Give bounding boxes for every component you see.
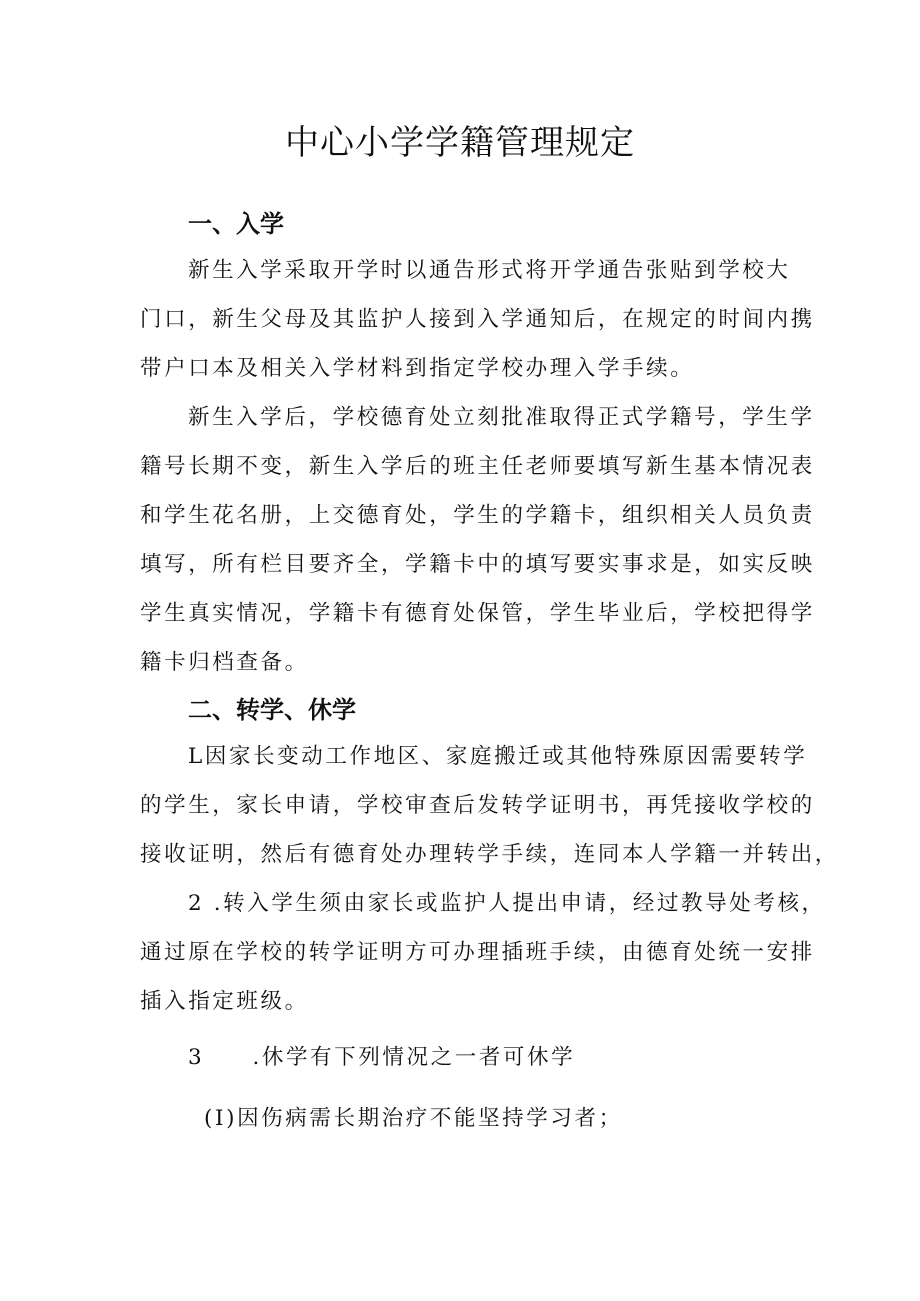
paragraph-line: 新生入学后，学校德育处立刻批准取得正式学籍号，学生学 — [188, 405, 815, 430]
paragraph-line: 接收证明，然后有德育处办理转学手续，连同本人学籍一并转出， — [140, 842, 839, 867]
paragraph-line: 籍号长期不变，新生入学后的班主任老师要填写新生基本情况表 — [140, 454, 815, 479]
paragraph-line: 和学生花名册，上交德育处，学生的学籍卡，组织相关人员负责 — [140, 503, 815, 528]
paragraph-line: 新生入学采取开学时以通告形式将开学通告张贴到学校大 — [188, 258, 791, 283]
paragraph-line: 通过原在学校的转学证明方可办理插班手续，由德育处统一安排 — [140, 940, 815, 965]
paragraph-line: 2 .转入学生须由家长或监护人提出申请，经过教导处考核， — [188, 891, 826, 916]
paragraph-line: 学生真实情况，学籍卡有德育处保管，学生毕业后，学校把得学 — [140, 601, 815, 626]
paragraph-line: 门口，新生父母及其监护人接到入学通知后，在规定的时间内携 — [140, 307, 815, 332]
paragraph-line: 带户口本及相关入学材料到指定学校办理入学手续。 — [140, 356, 695, 381]
paragraph-line: 的学生，家长申请，学校审查后发转学证明书，再凭接收学校的 — [140, 793, 815, 818]
document-title: 中心小学学籍管理规定 — [285, 123, 635, 163]
paragraph-line: 籍卡归档查备。 — [140, 650, 309, 675]
paragraph-line: 填写，所有栏目要齐全，学籍卡中的填写要实事求是，如实反映 — [140, 552, 815, 577]
section-heading-enrollment: 一、入学 — [188, 210, 284, 238]
paragraph-line: L因家长变动工作地区、家庭搬迁或其他特殊原因需要转学 — [188, 744, 808, 769]
section-heading-transfer: 二、转学、休学 — [188, 696, 356, 724]
sub-item-illness: (I)因伤病需长期治疗不能坚持学习者； — [204, 1106, 623, 1131]
paragraph-line: 插入指定班级。 — [140, 989, 309, 1014]
list-item-suspension: 3 .休学有下列情况之一者可休学 — [188, 1045, 576, 1070]
